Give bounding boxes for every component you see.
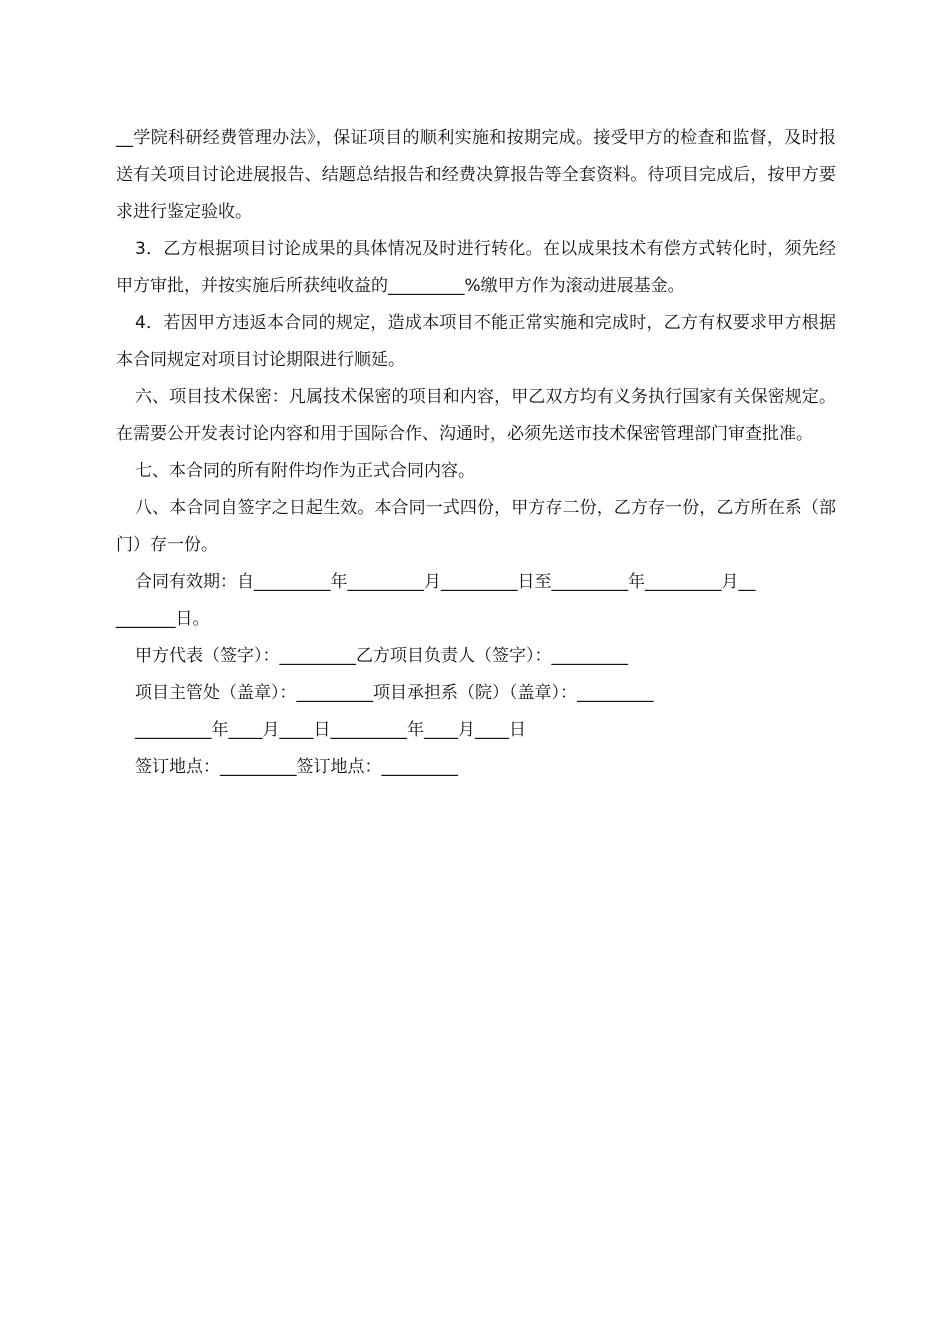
seal-line: 项目主管处（盖章）：_________项目承担系（院）（盖章）：_________ [135,683,654,703]
signature-line: 甲方代表（签字）：_________乙方项目负责人（签字）：_________ [135,646,628,666]
clause-paragraph-continuation: __学院科研经费管理办法》，保证项目的顺利实施和按期完成。接受甲方的检查和监督，及时报送有关项目讨论进展报告、结题总结报告和经费决算报告等全套资料。待项目完成后，按甲方要求进行鉴定验收。 [116,128,836,222]
section-6-confidentiality: 六、项目技术保密：凡属技术保密的项目和内容，甲乙双方均有义务执行国家有关保密规定。在需要公开发表讨论内容和用于国际合作、沟通时，必须先送市技术保密管理部门审查批准。 [116,387,836,444]
validity-period-line-end: _______日。 [116,609,210,629]
signing-place-line: 签订地点：_________签订地点：_________ [135,757,458,777]
date-line: _________年____月____日_________年____月____日 [135,720,526,740]
section-8-effective: 八、本合同自签字之日起生效。本合同一式四份，甲方存二份，乙方存一份，乙方所在系（部门）存一份。 [116,498,836,555]
clause-paragraph-3: 3．乙方根据项目讨论成果的具体情况及时进行转化。在以成果技术有偿方式转化时，须先经甲方审批，并按实施后所获纯收益的_________%缴甲方作为滚动进展基金。 [116,239,836,296]
validity-period-line: 合同有效期：自_________年_________月_________日至_________年_________月__ [135,572,756,592]
section-7-attachments: 七、本合同的所有附件均作为正式合同内容。 [135,461,475,481]
clause-paragraph-4: 4．若因甲方违返本合同的规定，造成本项目不能正常实施和完成时，乙方有权要求甲方根据本合同规定对项目讨论期限进行顺延。 [116,313,836,370]
contract-body [116,120,836,786]
